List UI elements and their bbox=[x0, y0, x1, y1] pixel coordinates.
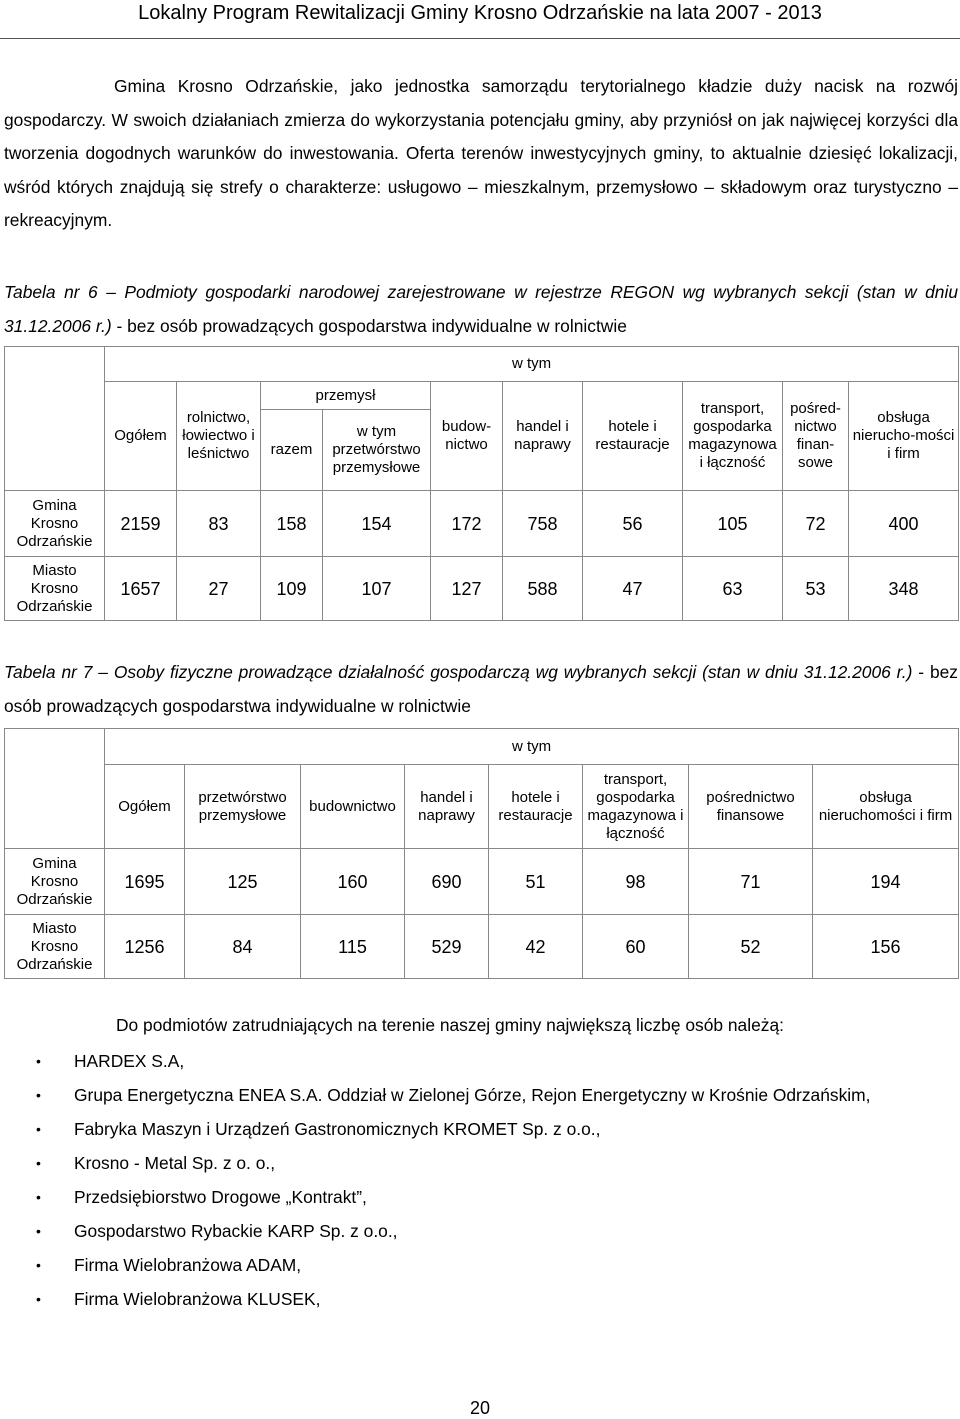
list-item bbox=[0, 1180, 960, 1214]
table6-header-handel: handel i naprawy bbox=[503, 382, 583, 491]
list-item-text: Fabryka Maszyn i Urządzeń Gastronomicznych KROMET Sp. z o.o., bbox=[74, 1119, 601, 1139]
table-cell: 588 bbox=[503, 557, 583, 621]
list-item-text: HARDEX S.A, bbox=[74, 1051, 185, 1071]
table7-caption bbox=[4, 656, 958, 723]
list-item-text: Grupa Energetyczna ENEA S.A. Oddział w Zielonej Górze, Rejon Energetyczny w Krośnie Odrzańskim, bbox=[74, 1085, 871, 1105]
table7-w-tym: w tym bbox=[105, 729, 959, 765]
intro-text: Gmina Krosno Odrzańskie, jako jednostka samorządu terytorialnego kładzie duży nacisk na rozwój gospodarczy. W swoich działaniach zmierza do wykorzystania potencjału gminy, aby przyniósł on jak najwięcej korzyści dla tworzenia dogodnych warunków do inwestowania. Oferta terenów inwestycyjnych gminy, to aktualnie dziesięć lokalizacji, wśród których znajdują się strefy o charakterze: usługowo – mieszkalnym, przemysłowo – składowym oraz turystyczno – rekreacyjnym. bbox=[4, 76, 958, 231]
employers-lead: Do podmiotów zatrudniających na terenie naszej gminy największą liczbę osób należą: bbox=[116, 1015, 784, 1035]
table-cell: 400 bbox=[849, 491, 959, 557]
table6-header-obsluga: obsługa nierucho-mości i firm bbox=[849, 382, 959, 491]
table-cell: 194 bbox=[813, 849, 959, 915]
table6-header-hotele: hotele i restauracje bbox=[583, 382, 683, 491]
bullet-icon: • bbox=[36, 1223, 41, 1239]
table-cell: 98 bbox=[583, 849, 689, 915]
table-cell: 2159 bbox=[105, 491, 177, 557]
intro-paragraph bbox=[4, 70, 958, 238]
table-cell: 127 bbox=[431, 557, 503, 621]
list-item-text: Krosno - Metal Sp. z o. o., bbox=[74, 1153, 276, 1173]
table6-header-razem: razem bbox=[261, 410, 323, 491]
table6-caption-rest: - bez osób prowadzących gospodarstwa indywidualne w rolnictwie bbox=[111, 315, 627, 336]
table-cell: 72 bbox=[783, 491, 849, 557]
bullet-icon: • bbox=[36, 1189, 41, 1205]
table6-header-transport: transport, gospodarka magazynowa i łączność bbox=[683, 382, 783, 491]
table-cell: 758 bbox=[503, 491, 583, 557]
table6-caption-italic: Tabela nr 6 – Podmioty gospodarki narodowej zarejestrowane w rejestrze REGON wg wybranych sekcji (stan w dniu 31.12.2006 r.) bbox=[4, 282, 958, 336]
table7-header-hotele: hotele i restauracje bbox=[489, 765, 583, 849]
bullet-icon: • bbox=[36, 1155, 41, 1171]
list-item bbox=[0, 1248, 960, 1282]
table-cell: 83 bbox=[177, 491, 261, 557]
table6-caption bbox=[4, 276, 958, 343]
table-cell: 125 bbox=[185, 849, 301, 915]
table-cell: 52 bbox=[689, 915, 813, 979]
table6-header-ogolem: Ogółem bbox=[105, 382, 177, 491]
list-item bbox=[0, 1282, 960, 1316]
table6-header-w-tym-przetworstwo: w tym przetwórstwo przemysłowe bbox=[323, 410, 431, 491]
table-cell: 158 bbox=[261, 491, 323, 557]
table7-caption-italic: Tabela nr 7 – Osoby fizyczne prowadzące działalność gospodarczą wg wybranych sekcji (stan w dniu 31.12.2006 r.) bbox=[4, 662, 913, 682]
table-cell: 51 bbox=[489, 849, 583, 915]
table-cell: 1256 bbox=[105, 915, 185, 979]
table-cell: 107 bbox=[323, 557, 431, 621]
table-row bbox=[5, 491, 959, 557]
table6 bbox=[4, 346, 959, 621]
table7-corner bbox=[5, 729, 105, 849]
list-item-text: Firma Wielobranżowa ADAM, bbox=[74, 1255, 302, 1275]
table-row bbox=[5, 557, 959, 621]
table-row bbox=[5, 849, 959, 915]
table-cell: 115 bbox=[301, 915, 405, 979]
table-cell: 109 bbox=[261, 557, 323, 621]
table6-w-tym: w tym bbox=[105, 347, 959, 382]
table7-header-transport: transport, gospodarka magazynowa i łączność bbox=[583, 765, 689, 849]
table-cell: 105 bbox=[683, 491, 783, 557]
bullet-icon: • bbox=[36, 1291, 41, 1307]
list-item bbox=[0, 1214, 960, 1248]
running-header bbox=[0, 0, 960, 38]
list-item-text: Przedsiębiorstwo Drogowe „Kontrakt”, bbox=[74, 1187, 367, 1207]
list-item bbox=[0, 1078, 960, 1112]
list-item-text: Firma Wielobranżowa KLUSEK, bbox=[74, 1289, 321, 1309]
table-cell: 172 bbox=[431, 491, 503, 557]
bullet-icon: • bbox=[36, 1053, 41, 1069]
table6-corner bbox=[5, 347, 105, 491]
table6-header-przemysl: przemysł bbox=[261, 382, 431, 410]
list-item bbox=[0, 1146, 960, 1180]
table7-header-ogolem: Ogółem bbox=[105, 765, 185, 849]
table-cell: 53 bbox=[783, 557, 849, 621]
table-cell: 42 bbox=[489, 915, 583, 979]
bullet-icon: • bbox=[36, 1121, 41, 1137]
table6-row-label: Miasto Krosno Odrzańskie bbox=[5, 557, 105, 621]
table7 bbox=[4, 728, 959, 979]
page-number: 20 bbox=[469, 1398, 491, 1418]
table7-header-przetworstwo: przetwórstwo przemysłowe bbox=[185, 765, 301, 849]
table-cell: 1657 bbox=[105, 557, 177, 621]
table-cell: 154 bbox=[323, 491, 431, 557]
bullet-icon: • bbox=[36, 1087, 41, 1103]
table-cell: 56 bbox=[583, 491, 683, 557]
table6-row-label: Gmina Krosno Odrzańskie bbox=[5, 491, 105, 557]
table6-header-posrednictwo: pośred-nictwo finan-sowe bbox=[783, 382, 849, 491]
table-cell: 348 bbox=[849, 557, 959, 621]
table-row bbox=[5, 915, 959, 979]
table-cell: 1695 bbox=[105, 849, 185, 915]
table7-caption-rest: - bez osób prowadzących gospodarstwa indywidualne w rolnictwie bbox=[4, 662, 958, 716]
table-cell: 60 bbox=[583, 915, 689, 979]
header-divider bbox=[0, 38, 960, 39]
table-cell: 529 bbox=[405, 915, 489, 979]
header-title: Lokalny Program Rewitalizacji Gminy Krosno Odrzańskie na lata 2007 - 2013 bbox=[138, 2, 822, 24]
table7-header-handel: handel i naprawy bbox=[405, 765, 489, 849]
employers-list bbox=[0, 1044, 960, 1316]
list-item bbox=[0, 1112, 960, 1146]
table-cell: 156 bbox=[813, 915, 959, 979]
table-cell: 690 bbox=[405, 849, 489, 915]
table-cell: 47 bbox=[583, 557, 683, 621]
table7-header-posrednictwo: pośrednictwo finansowe bbox=[689, 765, 813, 849]
table-cell: 160 bbox=[301, 849, 405, 915]
table7-row-label: Miasto Krosno Odrzańskie bbox=[5, 915, 105, 979]
table6-header-rolnictwo: rolnictwo, łowiectwo i leśnictwo bbox=[177, 382, 261, 491]
list-item-text: Gospodarstwo Rybackie KARP Sp. z o.o., bbox=[74, 1221, 398, 1241]
table6-header-budownictwo: budow-nictwo bbox=[431, 382, 503, 491]
table7-header-budownictwo: budownictwo bbox=[301, 765, 405, 849]
list-item bbox=[0, 1044, 960, 1078]
table-cell: 84 bbox=[185, 915, 301, 979]
table-cell: 27 bbox=[177, 557, 261, 621]
table-cell: 63 bbox=[683, 557, 783, 621]
table7-header-obsluga: obsługa nieruchomości i firm bbox=[813, 765, 959, 849]
bullet-icon: • bbox=[36, 1257, 41, 1273]
table-cell: 71 bbox=[689, 849, 813, 915]
table7-row-label: Gmina Krosno Odrzańskie bbox=[5, 849, 105, 915]
